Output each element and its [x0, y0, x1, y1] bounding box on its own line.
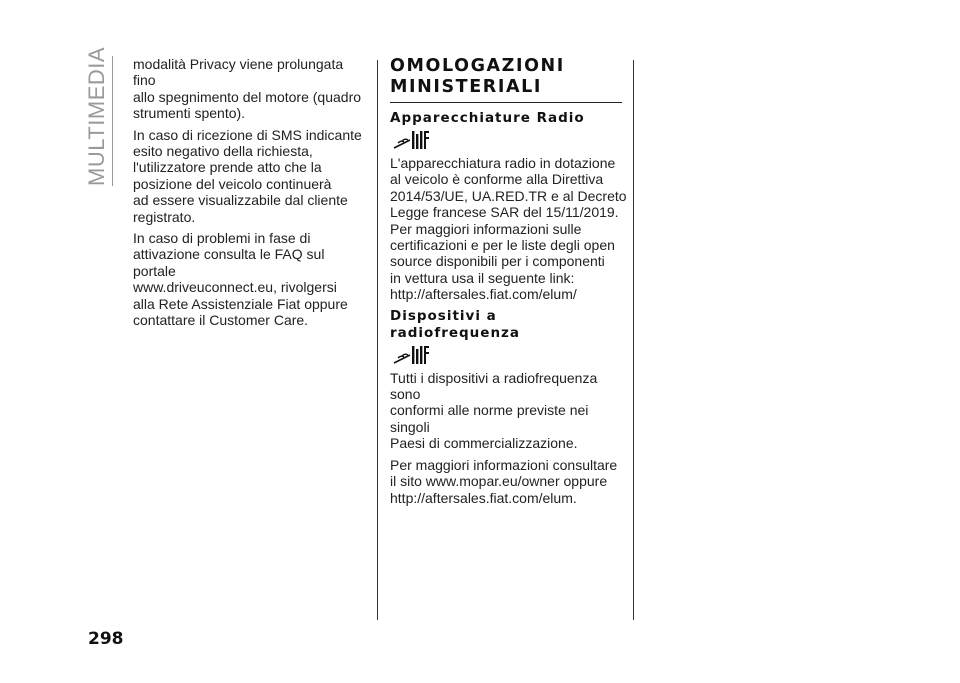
heading-rf-devices: Dispositivi a radiofrequenza	[390, 307, 521, 341]
column-divider-right	[633, 60, 634, 620]
section-tab-label: MULTIMEDIA	[84, 46, 109, 186]
paragraph-problems: In caso di problemi in fase di attivazione consulta le FAQ sul portale www.driveuconnect.eu, rivolgersi alla Rete Assistenziale Fiat oppure contattare il Customer Care.	[133, 230, 348, 329]
radio-equipment-symbol-icon	[392, 129, 630, 151]
paragraph-rf-info: Per maggiori informazioni consultare il sito www.mopar.eu/owner oppure http://aftersales.fiat.com/elum.	[390, 456, 618, 506]
section-tab	[84, 46, 110, 186]
section-tab-rule	[112, 56, 113, 186]
page-number: 298	[88, 629, 124, 649]
radio-frequency-symbol-icon	[392, 344, 630, 366]
heading-radio-equipment: Apparecchiature Radio	[390, 110, 585, 126]
paragraph-rf-compliance: Tutti i dispositivi a radiofrequenza sono conformi alle norme previste nei singoli Paesi di commercializzazione.	[390, 369, 598, 452]
section-title: OMOLOGAZIONI MINISTERIALI	[390, 56, 565, 97]
paragraph-privacy: modalità Privacy viene prolungata fino allo spegnimento del motore (quadro strumenti spento).	[133, 56, 362, 122]
column-divider-left	[377, 60, 378, 620]
section-title-rule	[390, 102, 622, 103]
paragraph-sms: In caso di ricezione di SMS indicante esito negativo della richiesta, l'utilizzatore prende atto che la posizione del veicolo continuerà ad essere visualizzabile dal cliente registrato.	[133, 126, 362, 225]
middle-column	[390, 56, 630, 511]
paragraph-radio-equipment: L'apparecchiatura radio in dotazione al veicolo è conforme alla Direttiva 2014/53/UE, UA.RED.TR e al Decreto Legge francese SAR del 15/11/2019. Per maggiori informazioni sulle certificazioni e per le liste degli open source disponibili per i componenti in vettura usa il seguente link: http://aftersales.fiat.com/elum/	[390, 155, 627, 303]
left-column	[133, 56, 365, 334]
